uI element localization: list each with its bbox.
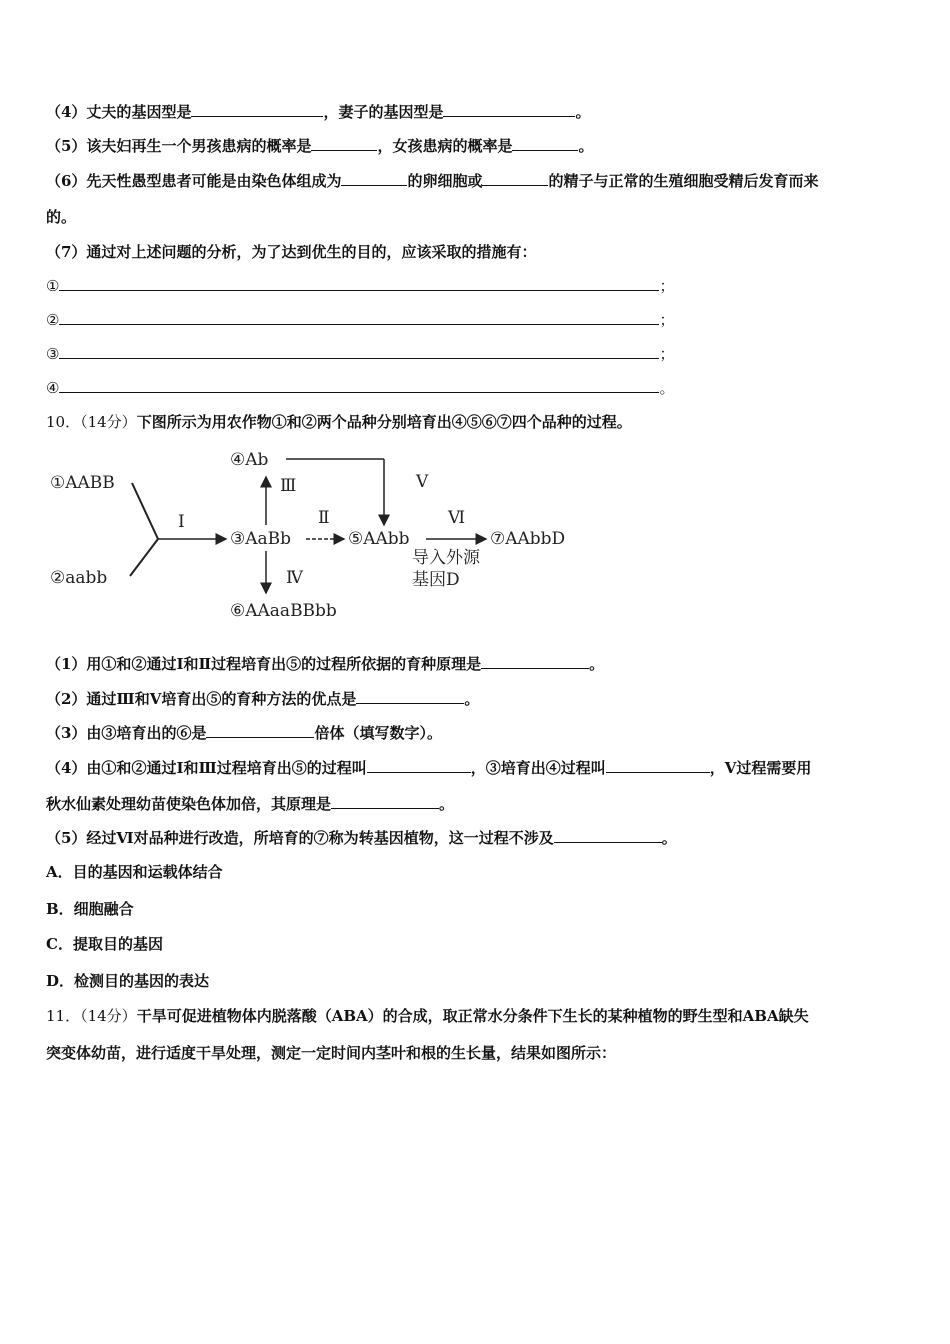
step-II-label: Ⅱ [318,508,330,528]
answer-blank[interactable] [59,310,659,325]
q11-stem-line2: 突变体幼苗，进行适度干旱处理，测定一定时间内茎叶和根的生长量，结果如图所示： [46,1044,617,1062]
answer-blank[interactable] [512,136,578,151]
variety-6-label: ⑥AAaaBBbb [230,601,337,621]
answer-blank[interactable] [367,758,471,773]
answer-blank[interactable] [554,828,662,843]
option-b[interactable]: B．细胞融合 [46,900,134,918]
q10-sub4: （4）由①和②通过Ⅰ和Ⅲ过程培育出⑤的过程叫 ，③培育出④过程叫 ，Ⅴ过程需要用 [46,759,812,777]
q9-part6: （6）先天性愚型患者可能是由染色体组成为 的卵细胞或 的精子与正常的生殖细胞受精后发育而来 [46,172,819,190]
step-I-label: Ⅰ [178,512,185,532]
q9-part5: （5）该夫妇再生一个男孩患病的概率是 ，女孩患病的概率是 。 [46,137,594,155]
measure-line-1: ① ； [46,277,675,295]
variety-2-label: ②aabb [50,568,108,588]
measure-line-4: ④ 。 [46,379,675,397]
step-IV-label: Ⅳ [286,568,303,588]
measure-line-2: ② ； [46,311,675,329]
option-c[interactable]: C．提取目的基因 [46,935,163,953]
note-import-label: 导入外源 [412,548,480,568]
option-d[interactable]: D．检测目的基因的表达 [46,972,210,990]
answer-blank[interactable] [191,102,323,117]
option-a[interactable]: A．目的基因和运载体结合 [46,863,223,881]
answer-blank[interactable] [341,171,407,186]
q10-sub1: （1）用①和②通过Ⅰ和Ⅱ过程培育出⑤的过程所依据的育种原理是 。 [46,655,605,673]
answer-blank[interactable] [482,171,548,186]
measure-line-3: ③ ； [46,345,675,363]
q10-sub4-cont: 秋水仙素处理幼苗使染色体加倍，其原理是 。 [46,795,455,813]
variety-3-label: ③AaBb [230,529,292,549]
q9-part4: （4）丈夫的基因型是 ，妻子的基因型是 。 [46,103,591,121]
answer-blank[interactable] [443,102,575,117]
q9-part7: （7）通过对上述问题的分析，为了达到优生的目的，应该采取的措施有： [46,243,537,261]
answer-blank[interactable] [59,276,659,291]
breeding-diagram [46,443,606,628]
answer-blank[interactable] [331,794,439,809]
variety-7-label: ⑦AAbbD [490,529,566,549]
q10-stem: 10．（14分）下图所示为用农作物①和②两个品种分别培育出④⑤⑥⑦四个品种的过程。 [46,413,632,431]
variety-5-label: ⑤AAbb [348,529,410,549]
q10-sub2: （2）通过Ⅲ和Ⅴ培育出⑤的育种方法的优点是 。 [46,690,480,708]
note-geneD-label: 基因D [412,570,460,590]
answer-blank[interactable] [356,689,464,704]
q10-sub5: （5）经过Ⅵ对品种进行改造，所培育的⑦称为转基因植物，这一过程不涉及 。 [46,829,677,847]
q9-part6-cont: 的。 [46,208,77,226]
answer-blank[interactable] [606,758,710,773]
variety-1-label: ①AABB [50,473,115,493]
answer-blank[interactable] [206,723,314,738]
q11-stem-line1: 11．（14分）干旱可促进植物体内脱落酸（ABA）的合成，取正常水分条件下生长的某种植物的野生型和ABA缺失 [46,1007,809,1025]
answer-blank[interactable] [59,378,659,393]
step-V-label: Ⅴ [416,472,429,492]
variety-4-label: ④Ab [230,450,269,470]
answer-blank[interactable] [59,344,659,359]
q10-sub3: （3）由③培育出的⑥是 倍体（填写数字）。 [46,724,442,742]
answer-blank[interactable] [481,654,589,669]
answer-blank[interactable] [311,136,377,151]
cross-line-2 [130,539,158,576]
step-VI-label: Ⅵ [448,508,466,528]
cross-line-1 [132,483,158,539]
step-III-label: Ⅲ [280,476,297,496]
